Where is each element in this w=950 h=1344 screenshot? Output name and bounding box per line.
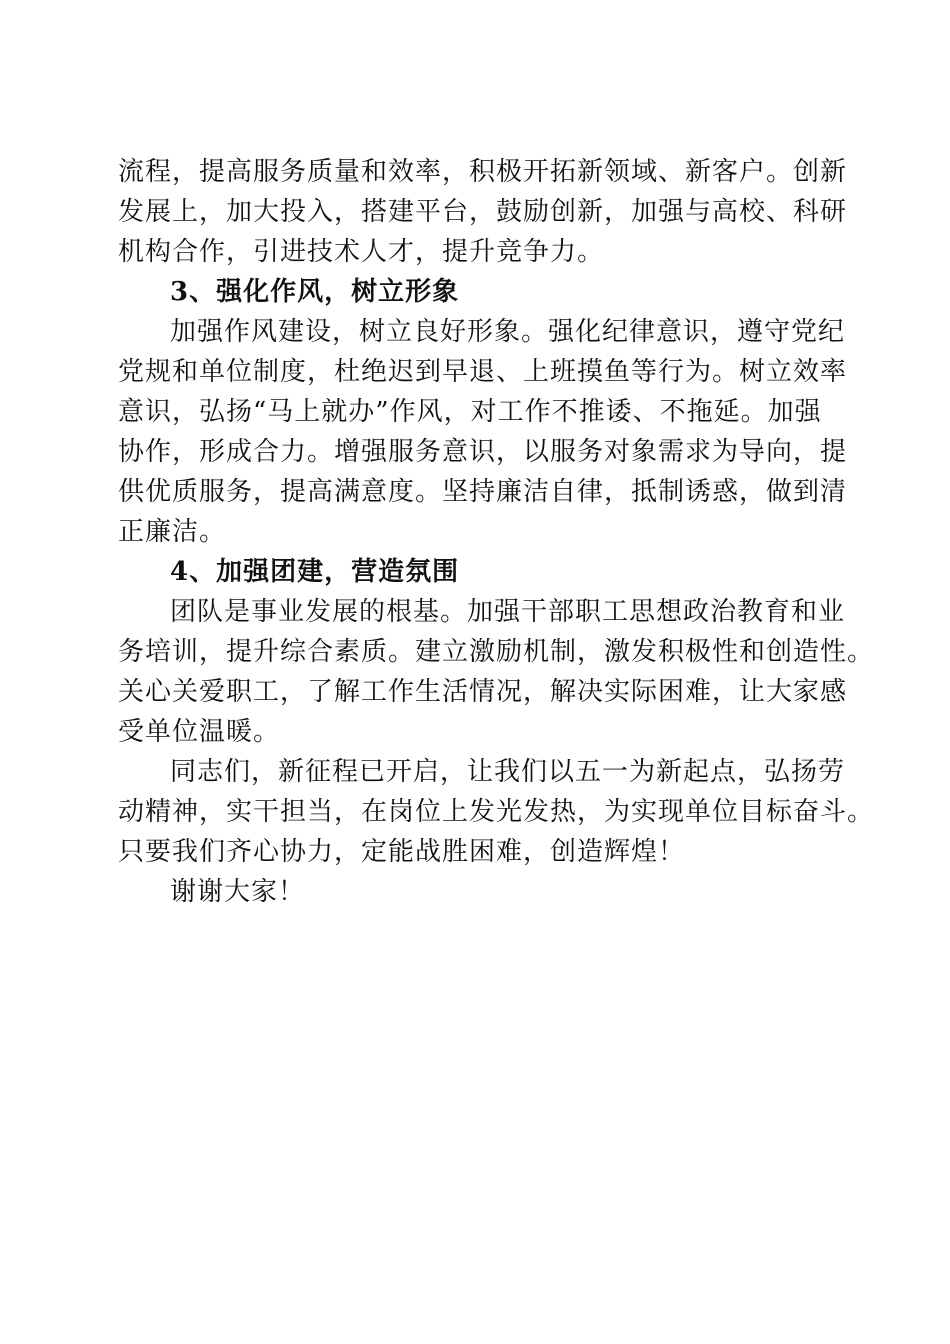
body-line: 党规和单位制度，杜绝迟到早退、上班摸鱼等行为。树立效率 (118, 357, 848, 387)
body-line: 务培训，提升综合素质。建立激励机制，激发积极性和创造性。 (118, 637, 875, 667)
body-line: 受单位温暖。 (118, 717, 281, 747)
body-line: 协作，形成合力。增强服务意识，以服务对象需求为导向，提 (118, 437, 848, 467)
section-heading-4: 4、加强团建，营造氛围 (170, 557, 460, 587)
closing-paragraph-line: 只要我们齐心协力，定能战胜困难，创造辉煌！ (118, 837, 686, 867)
body-line: 供优质服务，提高满意度。坚持廉洁自律，抵制诱惑，做到清 (118, 477, 848, 507)
closing-paragraph-line: 同志们，新征程已开启，让我们以五一为新起点，弘扬劳 (170, 757, 846, 787)
body-line: 正廉洁。 (118, 517, 227, 547)
body-line: 发展上，加大投入，搭建平台，鼓励创新，加强与高校、科研 (118, 197, 848, 227)
section-heading-3: 3、强化作风，树立形象 (170, 277, 460, 307)
body-line: 团队是事业发展的根基。加强干部职工思想政治教育和业 (170, 597, 846, 627)
closing-paragraph-line: 动精神，实干担当，在岗位上发光发热，为实现单位目标奋斗。 (118, 797, 875, 827)
body-line: 意识，弘扬“马上就办”作风，对工作不推诿、不拖延。加强 (118, 397, 822, 427)
body-line: 关心关爱职工，了解工作生活情况，解决实际困难，让大家感 (118, 677, 848, 707)
body-line: 加强作风建设，树立良好形象。强化纪律意识，遵守党纪 (170, 317, 846, 347)
body-line: 机构合作，引进技术人才，提升竞争力。 (118, 237, 605, 267)
body-line: 流程，提高服务质量和效率，积极开拓新领域、新客户。创新 (118, 157, 848, 187)
document-body (118, 152, 875, 912)
thanks-line: 谢谢大家！ (170, 877, 306, 907)
